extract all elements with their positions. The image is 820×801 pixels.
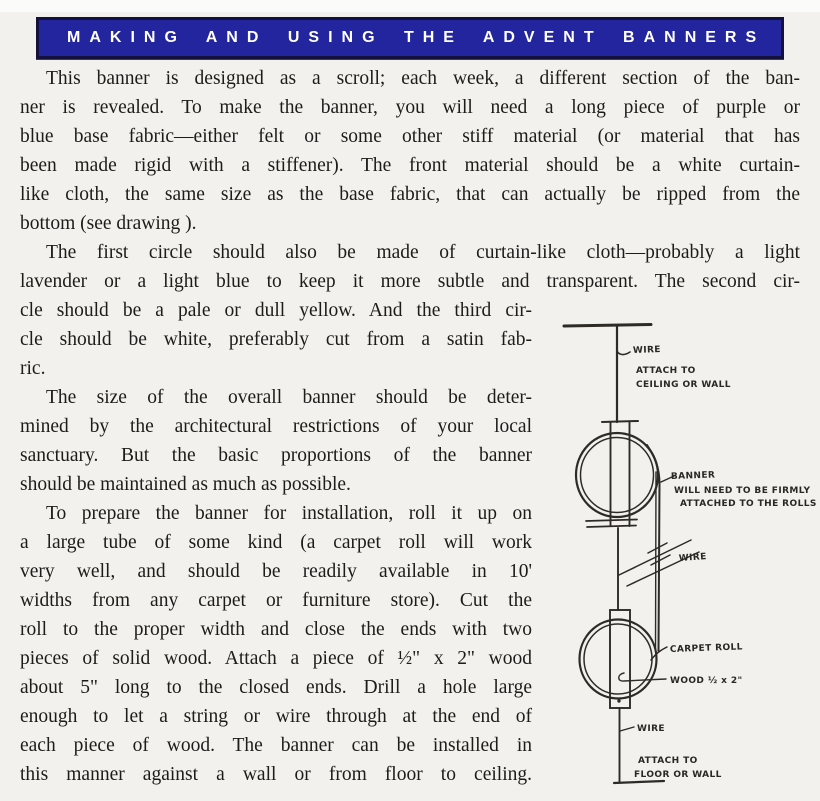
text-line: The first circle should also be made of curtain-like cloth—probably a light: [46, 242, 800, 263]
installation-diagram: [553, 300, 819, 801]
text-line: each piece of wood. The banner can be installed in: [20, 735, 532, 756]
text-line: cle should be white, preferably cut from a satin fab-: [20, 329, 532, 350]
wire-top-label: WIRE: [632, 345, 662, 356]
wire-mid-label: WIRE: [678, 552, 708, 564]
text-line: blue base fabric—either felt or some other stiff material (or material that has: [20, 126, 800, 147]
top-roll-outer: [576, 433, 658, 517]
text-line: should be maintained as much as possible.: [20, 474, 351, 495]
wire-bottom-pointer: [620, 727, 634, 731]
wire-top-pointer: [617, 351, 630, 355]
attach-top-label-2: CEILING OR WALL: [636, 380, 731, 390]
text-line: cle should be a pale or dull yellow. And the third cir-: [20, 300, 532, 321]
text-line: ner is revealed. To make the banner, you will need a long piece of purple or: [20, 97, 800, 118]
text-line: The size of the overall banner should be deter-: [46, 387, 532, 408]
attach-top-label-1: ATTACH TO: [636, 366, 696, 376]
ceiling-bar: [564, 325, 651, 327]
text-line: bottom (see drawing ).: [20, 213, 197, 234]
text-line: roll to the proper width and close the ends with two: [20, 619, 532, 640]
page-title: MAKING AND USING THE ADVENT BANNERS: [67, 29, 766, 46]
banner-note-label-2: WILL NEED TO BE FIRMLY: [674, 486, 811, 496]
text-line: This banner is designed as a scroll; each week, a different section of the ban-: [46, 68, 800, 89]
break-mark-3: [648, 543, 667, 553]
banner-note-label-3: ATTACHED TO THE ROLLS: [680, 499, 817, 509]
text-line: widths from any carpet or furniture store). Cut the: [20, 590, 532, 611]
text-line: mined by the architectural restrictions of your local: [20, 416, 532, 437]
text-line: a large tube of some kind (a carpet roll will work: [20, 532, 532, 553]
text-line: pieces of solid wood. Attach a piece of ½" x 2" wood: [20, 648, 532, 669]
text-line: To prepare the banner for installation, roll it up on: [46, 503, 532, 524]
wood-screw-dot: [617, 699, 620, 702]
wood-tick-bottom2: [587, 526, 636, 528]
wood-label: WOOD ½ x 2": [670, 676, 743, 686]
bottom-roll-outer: [580, 620, 657, 699]
text-line: sanctuary. But the basic proportions of the banner: [20, 445, 532, 466]
top-roll-inner: [581, 438, 654, 513]
wood-pointer: [619, 673, 666, 681]
text-line: this manner against a wall or from floor to ceiling.: [20, 764, 532, 785]
title-banner: [36, 17, 784, 59]
carpet-roll-label: CARPET ROLL: [669, 642, 744, 655]
text-line: been made rigid with a stiffener). The front material should be a white curtain-: [20, 155, 800, 176]
attach-bottom-label-1: ATTACH TO: [638, 756, 698, 766]
banner-note-label-1: BANNER: [670, 470, 716, 482]
text-line: enough to let a string or wire through at the end of: [20, 706, 532, 727]
bottom-roll-inner: [584, 624, 652, 694]
wood-tick-top: [602, 421, 638, 422]
diagram-labels: [633, 345, 817, 780]
text-line: ric.: [20, 358, 46, 379]
text-line: like cloth, the same size as the base fabric, that can actually be ripped from the: [20, 184, 800, 205]
floor-bar: [614, 781, 664, 783]
wire-bottom-label: WIRE: [637, 724, 665, 734]
text-line: about 5" long to the closed ends. Drill a hole large: [20, 677, 532, 698]
text-line: very well, and should be readily available in 10': [20, 561, 532, 582]
attach-bottom-label-2: FLOOR OR WALL: [634, 770, 722, 780]
paragraph-1: [20, 64, 800, 238]
banner-edge-inner: [656, 472, 657, 651]
text-line: lavender or a light blue to keep it more subtle and transparent. The second cir-: [20, 271, 800, 292]
break-mark-4: [651, 555, 670, 565]
